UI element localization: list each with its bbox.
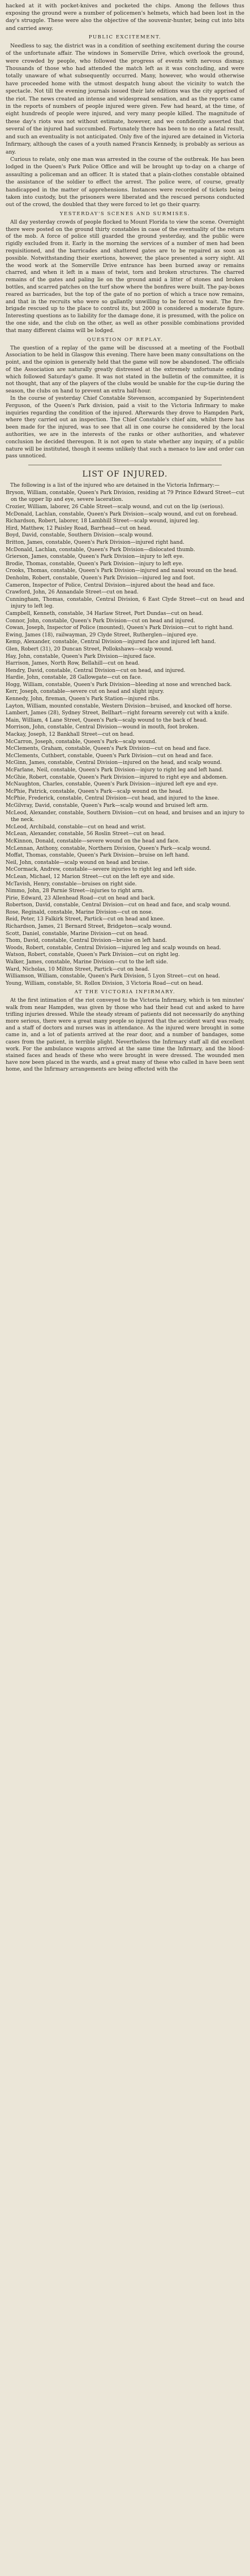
list-item-injured: Neil, John, constable—scalp wound on head and bruise.: [6, 859, 150, 866]
list-item-injured: Ward, Nicholas, 10 Milton Street, Partick—cut on head.: [6, 966, 150, 972]
list-item-injured: Grierson, James, constable, Queen's Park Division—injury to left eye.: [6, 554, 184, 560]
section-heading-victoria-infirmary: AT THE VICTORIA INFIRMARY.: [74, 989, 176, 996]
injured-entries: [6, 490, 244, 988]
list-item-injured: McPhie, Patrick, constable, Queen's Park—scalp wound on the head.: [6, 788, 183, 794]
list-item-injured: McNaughton, Charles, constable, Queen's Park Division—injured left eye and eye.: [6, 781, 218, 788]
list-item-injured: McFarlane, Neil, constable, Queen's Park Division—injury to right leg and left hand.: [6, 767, 223, 773]
list-item-injured: Rose, Reginald, constable, Marine Division—cut on nose.: [6, 909, 153, 915]
list-item-injured: McTavish, Henry, constable—bruises on right side.: [6, 881, 137, 887]
section-question-of-replay: [6, 345, 244, 461]
list-item-injured: McPhie, Frederick, constable, Central Division—cut head, and injured to the knee.: [6, 796, 219, 802]
paragraph: All day yesterday crowds of people flocked to Mount Florida to view the scene. Overnight there were posted on the ground thirty constables in case of the eventuality of the return of the mob. A force of police still guarded the ground yesterday, and the public were rigidly excluded from it. Early in the morning the services of a number of men had been requisitioned, and the barricades and shattered gates are to be repaired as soon as possible. Notwithstanding their exertions, however, the place presented a sorry sight. All the wood work at the Somerville Drive entrance has been burned away or remains charred, and when it left in a mass of twist, torn and broken structures. The charred remains of the gates and paling lie on the ground amid a litter of stones and broken bottles, and scarred patches on the turf show where the bonfires were built. The pay-boxes reared as barricades, but the top of the gate of no portion of which a trace now remains, and that in the recruits who were so gallantly unwilling to be forced to wait. The fire-brigade rescued up to the place to control its, but 2000 is considered a moderate figure. Interesting questions as to liability for the damage done, it is presumed, with the police on the one side, and the club on the other, as well as other possible combinations provided that many different claims will be lodged.: [6, 219, 244, 334]
list-item-injured: Kerr, Joseph, constable—severe cut on head and slight injury.: [6, 689, 165, 695]
list-item-injured: Glen, Robert (31), 20 Duncan Street, Pollokshaws—scalp wound.: [6, 646, 174, 652]
list-item-injured: Kennedy, John, fireman, Queen's Park Station—injured ribs.: [6, 696, 160, 702]
list-item-injured: Mackay, Joseph, 12 Bankhall Street—cut on head.: [6, 732, 135, 738]
list-item-injured: Crozier, William, laborer, 26 Cable Street—scalp wound, and cut on the lip (serious).: [6, 504, 225, 510]
list-item-injured: Richardson, Robert, laborer, 18 Lambhill Street—scalp wound, injured leg.: [6, 518, 200, 525]
section-heading-question-of-replay: QUESTION OF REPLAY.: [87, 337, 163, 343]
list-item-injured: Nimmo, John, 28 Parnie Street—injuries to right arm.: [6, 888, 144, 894]
list-item-injured: McKinnon, Donald, constable—severe wound on the head and face.: [6, 838, 180, 844]
list-item-injured: McDonald, Lachlan, constable, Queen's Park Division—dislocated thumb.: [6, 547, 195, 553]
list-item-injured: Cunningham, Thomas, constable, Central Division, 6 East Clyde Street—cut on head and injury to left leg.: [6, 596, 244, 610]
list-item-injured: Crooks, Thomas, constable, Queen's Park Division—injured and nasal wound on the head.: [6, 568, 238, 574]
list-item-injured: Cameron, Inspector of Police, Central Division—injured about the head and face.: [6, 582, 215, 588]
list-title: LIST OF INJURED.: [82, 470, 168, 479]
list-item-injured: Bryson, William, constable, Queen's Park Division, residing at 79 Prince Edward Street—cut on the upper lip and eye, severe laceration.: [6, 490, 244, 503]
paragraph: In the course of yesterday Chief Constable Stevenson, accompanied by Superintendent Ferguson, of the Queen's Park division, paid a visit to the Victoria Infirmary to make inquiries regarding the condition of the injured. Afterwards they drove to Hampden Park, where they carried out an inspection. The Chief Constable's chief aim, whilst there has been made for the injured, was to see that all in one course he considered by the local authorities, we are in the interests of the ranks or other authorities, and whatever conclusion he decided thereupon. It is not open to state whether any inquiry, of a public nature will be instituted, though it seems unlikely that such a menace to law and order can pass unnoticed.: [6, 396, 244, 460]
list-item-injured: Hogg, William, constable, Queen's Park Division—bleeding at nose and wrenched back.: [6, 682, 232, 688]
list-item-injured: Crawford, John, 26 Annandale Street—cut on head.: [6, 590, 139, 596]
list-item-injured: Reid, Peter, 13 Falkirk Street, Partick—cut on head and knee.: [6, 916, 165, 923]
list-item-injured: Morrison, John, constable, Central Division—wound in mouth, foot broken.: [6, 724, 199, 731]
list-item-injured: Boyd, David, constable, Southern Division—scalp wound.: [6, 532, 153, 539]
article-fragment-top: [6, 2, 244, 32]
list-item-injured: Connor, John, constable, Queen's Park Division—cut on head and injured.: [6, 618, 196, 624]
section-public-excitement: [6, 42, 244, 209]
list-item-injured: McGinn, James, constable, Central Division—injured on the head, and scalp wound.: [6, 760, 222, 766]
paragraph: Curious to relate, only one man was arrested in the course of the outbreak. He has been lodged in the Queen's Park Police Office and will be brought up to-day on a charge of assaulting a policeman and an officer. It is stated that a plain-clothes constable obtained the assistance of the soldier to effect the arrest. The police were, of course, greatly handicapped in the matter of apprehensions. Instances were recorded of tickets being taken into custody, but the prisoners were liberated and the rescued persons conducted out of the crowd, the doubled that they were forced to let go their quarry.: [6, 156, 244, 208]
list-item-injured: McLean, Alexander, constable, 56 Roslin Street—cut on head.: [6, 831, 166, 837]
list-item-injured: Campbell, Kenneth, constable, 34 Harlaw Street, Port Dundas—cut on head.: [6, 610, 204, 617]
paragraph: At the first intimation of the riot conveyed to the Victoria Infirmary, which is ten minutes' walk from near Hampden, was given by those who had their head cut and asked to have trifling injuries dressed. While the steady stream of patients did not necessarily do anything more serious, there were a great many people so injured that the accident ward was ready, and a staff of doctors and nurses was in attendance. As the injured were brought in some came in, and a lot of patients arrived at the rear door, and a number of bandages, some cases from the patient, in terrible plight. Nevertheless the Infirmary staff all did excellent work. For the ambulance wagons arrived at the same time the Infirmary, and the blood-stained faces and heads of these who were brought in were dressed. The wounded men have now been placed in the wards, and a great many of these who called in have been sent home, and the Infirmary arrangements are being effected with the: [6, 998, 244, 1073]
list-item-injured: Hendry, David, constable, Central Division—cut on head, and injured.: [6, 667, 186, 674]
list-item-injured: Harrison, James, North Row, Bellahill—cut on head.: [6, 661, 140, 667]
paragraph: hacked at it with pocket-knives and pocketed the chips. Among the fellows thus exposing the ground were a number of policemen's helmets, which had been lost in the day's struggle. These were also the objective of the souvenir-hunter, being cut into bits and carried away.: [6, 3, 244, 32]
paragraph: The question of a replay of the game will be discussed at a meeting of the Football Association to be held in Glasgow this evening. There have been many consultations on the point, and the opinion is generally held that the game will now be abandoned. The officials of the Association are naturally greatly distressed at the extremely unfortunate ending which followed Saturday's game. It was not stated in the bulletin of the committee, it is not thought, that any of the players of the clubs would be unable for the cup-tie during the season, the clubs on hand to prevent an extra half-hour.: [6, 345, 244, 395]
list-item-injured: Robertson, David, constable, Central Division—cut on head and face, and scalp wound.: [6, 902, 231, 909]
list-item-injured: McDonald, Lachlan, constable, Queen's Park Division—scalp wound, and cut on forehead.: [6, 511, 238, 517]
list-item-injured: McClements, Graham, constable, Queen's Park Division—cut on head and face.: [6, 746, 210, 752]
list-item-injured: McCormack, Andrew, constable—severe injuries to right leg and left side.: [6, 867, 197, 873]
list-intro: The following is a list of the injured who are detained in the Victoria Infirmary:—: [10, 483, 220, 489]
list-item-injured: McCarron, Joseph, constable, Queen's Park—scalp wound.: [6, 739, 157, 745]
list-item-injured: Hird, Matthew, 12 Paisley Road, Barrhead—cut on head.: [6, 525, 152, 531]
list-item-injured: McLean, Michael, 12 Marion Street—cut on the left eye and side.: [6, 874, 175, 880]
list-item-injured: Lambert, James (28), Sydney Street, Bellhart—right forearm severely cut with a knife.: [6, 710, 229, 717]
list-item-injured: McLeod, Alexander, constable, Southern Division—cut on head, and bruises and an injury to the neck.: [6, 810, 244, 823]
list-item-injured: McClements, Cuthbert, constable, Queen's Park Division—cut on head and face.: [6, 753, 213, 759]
list-item-injured: McGhie, Robert, constable, Queen's Park Division—injured to right eye and abdomen.: [6, 774, 228, 780]
section-victoria-infirmary: [6, 997, 244, 1073]
section-yesterdays-scenes: [6, 219, 244, 335]
injured-list: [6, 482, 244, 987]
list-item-injured: McGilvray, David, constable, Queen's Park—scalp wound and bruised left arm.: [6, 802, 209, 809]
list-item-injured: Walker, James, constable, Marine Division—cut to the left side.: [6, 959, 169, 966]
list-item-injured: Brodie, Thomas, constable, Queen's Park Division—injury to left eye.: [6, 561, 184, 567]
paragraph: Needless to say, the district was in a condition of seething excitement during the course of the unfortunate affair. The windows in Somerville Drive, which overlook the ground, were crowded by people, who followed the progress of events with nervous dismay. Thousands of those who had attended the match left as it was concluding, and were totally unaware of what subsequently occurred. Many, however, who would otherwise have proceeded home with the utmost despatch hung about the vicinity to watch the spectacle. Not till the evening journals issued their late editions was the city apprised of the riot. The news created an intense and widespread sensation, and as the reports came in the reports of numbers of people injured were given. Few had heard, at the time, of eight hundreds of people were injured, and very many people killed. The magnitude of these day's riots was not without estimate, however, and we confidently asserted that several of the injured had succumbed. Fortunately there has been to no one a fatal result, and such an eventuality is not anticipated. Only five of the injured are detained in Victoria Infirmary, although the cases of a youth named Francis Kennedy, is probably as serious as any.: [6, 42, 244, 155]
list-item-injured: Britton, James, constable, Queen's Park Division—injured right hand.: [6, 540, 184, 545]
section-heading-yesterdays-scenes: YESTERDAY'S SCENES AND SURMISES.: [59, 211, 191, 217]
list-item-injured: Hardie, John, constable, 28 Gallowgate—cut on face.: [6, 675, 143, 681]
list-item-injured: Main, William, 4 Lane Street, Queen's Park—scalp wound to the back of head.: [6, 717, 208, 723]
list-item-injured: Young, William, constable, St. Rollox Division, 3 Victoria Road—cut on head.: [6, 980, 203, 986]
list-item-injured: Cowan, Joseph, Inspector of Police (mounted), Queen's Park Division—cut to right hand.: [6, 625, 234, 631]
list-item-injured: McLeod, Archibald, constable—cut on head and wrist.: [6, 824, 146, 830]
list-item-injured: Richardson, James, 21 Bernard Street, Bridgeton—scalp wound.: [6, 924, 172, 930]
list-item-injured: Williamson, William, constable, Queen's Park Division, 5 Lyon Street—cut on head.: [6, 973, 220, 980]
list-item-injured: Layton, William, mounted constable, Western Division—bruised, and knocked off horse.: [6, 703, 232, 709]
list-item-injured: Kemp, Alexander, constable, Central Division—injured face and injured left hand.: [6, 639, 216, 645]
list-item-injured: Woods, Robert, constable, Central Division—injured leg and scalp wounds on head.: [6, 945, 221, 951]
section-heading-public-excitement: PUBLIC EXCITEMENT.: [88, 34, 162, 40]
list-item-injured: Hay, John, constable, Queen's Park Division—injured face.: [6, 653, 156, 660]
list-item-injured: Ewing, James (18), railwayman, 29 Clyde Street, Rutherglen—injured eye.: [6, 632, 198, 638]
list-item-injured: Denholm, Robert, constable, Queen's Park Division—injured leg and foot.: [6, 575, 195, 581]
list-item-injured: Pirie, Edward, 23 Allenhead Road—cut on head and back.: [6, 895, 156, 901]
list-item-injured: Thom, David, constable, Central Division—bruise on left hand.: [6, 938, 167, 944]
list-item-injured: Scott, Daniel, constable, Marine Division—cut on head.: [6, 931, 149, 937]
list-item-injured: McLennan, Anthony, constable, Northern Division, Queen's Park—scalp wound.: [6, 845, 212, 852]
list-item-injured: Watson, Robert, constable, Queen's Park Division—cut on right leg.: [6, 952, 180, 958]
list-item-injured: Moffat, Thomas, constable, Queen's Park Division—bruise on left hand.: [6, 853, 189, 859]
